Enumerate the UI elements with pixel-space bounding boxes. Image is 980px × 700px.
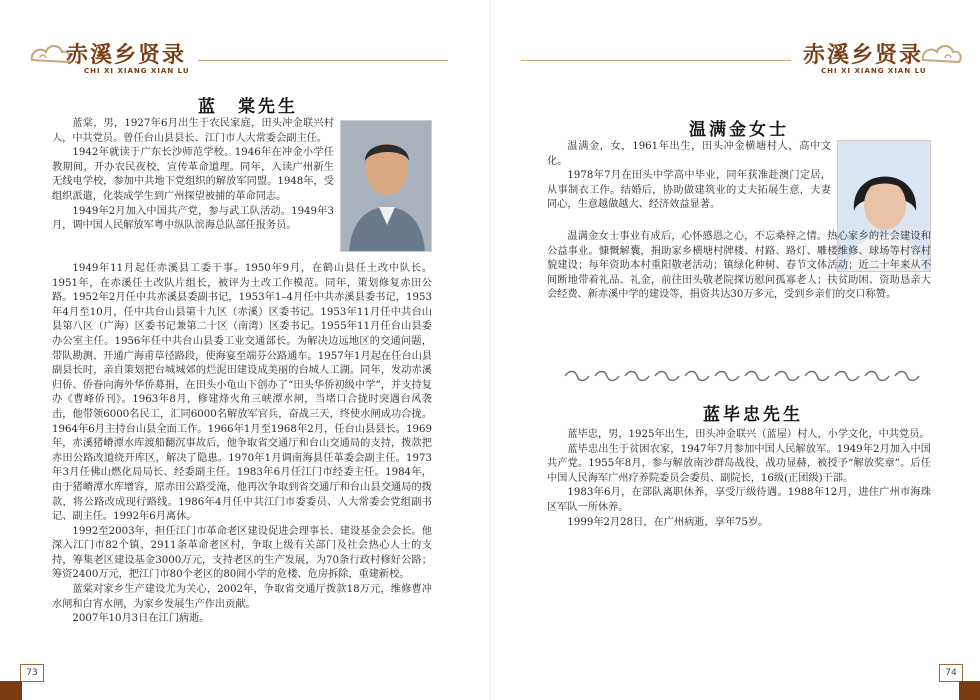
header-title: 赤溪乡贤录 xyxy=(66,42,187,68)
bio-paragraph: 1992至2003年，担任江门市革命老区建设促进会理事长、建设基金会会长。他深入江门市82个镇、2911条革命老区村，争取上级有关部门及社会热心人士的支持，筹集老区建设基金3000万元，支持老区的生产发展，为70条行政村修好公路；筹资2400万元，把江门市80个老区的80间小学的危楼、危房拆除，重建新校。 xyxy=(52,525,432,581)
cloud-ornament-icon xyxy=(919,40,963,68)
person-name: 蓝毕忠先生 xyxy=(703,405,803,425)
header-rule xyxy=(521,60,791,61)
left-header xyxy=(28,38,448,78)
bio-paragraph: 1983年6月，在部队离职休养，享受厅级待遇。1988年12月，进住广州市海珠区军队一所休养。 xyxy=(547,487,931,513)
right-header xyxy=(521,38,961,78)
bio-text-person1-bottom xyxy=(547,230,931,303)
bio-paragraph: 温满金，女，1961年出生，田头冲金横塘村人，高中文化。 xyxy=(547,141,831,167)
bio-text-person2 xyxy=(547,428,931,530)
bio-paragraph: 1942年就读于广东长沙师范学校。1946年在冲金小学任教期间，开办农民夜校，宣传革命道理。同年，入读广州新生无线电学校，参加中共地下党组织的解放军同盟。1948年，受组织派遣，化装成学生到广州探望被捕的革命同志。 xyxy=(52,147,334,202)
portrait-man-icon xyxy=(341,121,432,252)
right-page xyxy=(490,0,980,700)
bio-text-bottom xyxy=(52,262,432,627)
bio-paragraph: 1999年2月28日，在广州病逝，享年75岁。 xyxy=(567,516,769,528)
bio-paragraph: 2007年10月3日在江门病逝。 xyxy=(72,613,210,625)
portrait-photo xyxy=(340,120,432,252)
header-pinyin: CHI XI XIANG XIAN LU xyxy=(821,67,927,75)
bio-text-top xyxy=(52,117,334,234)
bio-paragraph: 1949年11月起任赤溪县工委干事。1950年9月，在鹤山县任土改中队长。1951年，在赤溪任土改队片组长，被评为土改工作模范。同年，策划修复赤田公路。1952年2月任中共赤溪县委副书记，1953年1–4月任中共赤溪县委书记，1953年4月至10月，任中共台山县第十九区（赤溪）区委书记。1953年11月任中共台山县第八区（广海）区委书记兼第二十区（南湾）区委书记。1955年11月任台山县委办公室主任。1956年任中共台山县委工业交通部长。为解决边远地区的交通问题，带队勘测、开通广海甫草径路段，使海宴至端芬公路通车。1957年1月起在任台山县副县长时，亲自策划把台城城郊的烂泥田建设成美丽的台城人工湖。同年，发动赤溪归侨、侨眷向海外华侨募捐，在田头小龟山下创办了“田头华侨初级中学”，并支持复办《曹峰侨刊》。1963年8月，修建烽火角三峡潭水闸，当堵口合拢时突遇台风袭击，他带领6000名民工，汇同6000名解放军官兵，奋战三天，终使水闸成功合拢。1964年6月主持台山县全面工作。1966年1月至1968年2月，任台山县县长。1969年，赤溪猪嵴潭水库渡船翻沉事故后，他争取省交通厅和台山交通局的支持，拨款把赤田公路改道绕开库区，解决了隐患。1970年1月调南海县任革委会副主任。1973年3月任佛山燃化局局长、经委副主任。1983年6月任江门市经委主任。1984年，由于猪嵴潭水库增容，原赤田公路受淹，他再次争取到省交通厅和台山县交通局的拨款，将公路改成现行路线。1986年4月任中共江门市委委员、人大常委会党组副书记、副主任。1992年6月离休。 xyxy=(52,263,432,523)
bio-paragraph: 蓝棠，男，1927年6月出生于农民家庭，田头冲金联兴村人，中共党员。曾任台山县县长、江门市人大常委会副主任。 xyxy=(52,118,334,144)
header-title: 赤溪乡贤录 xyxy=(803,42,924,68)
bio-paragraph: 蓝棠对家乡生产建设尤为关心，2002年，争取省交通厅拨款18万元，维修曹冲水闸和白宵水闸，为家乡发展生产作出贡献。 xyxy=(52,584,432,610)
person-name: 温满金女士 xyxy=(689,120,789,140)
header-pinyin: CHI XI XIANG XIAN LU xyxy=(84,67,190,75)
bio-paragraph: 蓝毕忠出生于贫困农家，1947年7月参加中国人民解放军。1949年2月加入中国共产党。1955年8月，参与解放南沙群岛战役，战功显赫，被授予“解放奖章”。后任中国人民海军广州疗养院委员会委员、副院长，16级(正团级)干部。 xyxy=(547,443,931,484)
bio-paragraph: 1978年7月在田头中学高中毕业，同年获准赴澳门定居，从事制衣工作。结婚后，协助做建筑业的丈夫拓展生意，夫妻同心，生意越做越大、经济效益显著。 xyxy=(547,170,831,211)
bio-paragraph: 蓝毕忠，男，1925年出生，田头冲金联兴（蓝屋）村人，小学文化，中共党员。 xyxy=(567,429,930,440)
decorative-divider xyxy=(561,370,941,382)
page-number: 73 xyxy=(20,664,44,682)
corner-block xyxy=(959,681,980,700)
header-rule xyxy=(198,60,448,61)
page-number: 74 xyxy=(939,664,963,682)
person-name: 蓝 棠先生 xyxy=(198,97,298,117)
bio-paragraph: 1949年2月加入中国共产党，参与武工队活动。1949年3月，调中国人民解放军粤中纵队滨海总队部任报务员。 xyxy=(52,205,334,232)
bio-paragraph: 温满金女士事业有成后，心怀感恩之心，不忘桑梓之情。热心家乡的社会建设和公益事业。慷慨解囊，捐助家乡横塘村牌楼、村路、路灯、雕楼维修、球场等村容村貌建设；每年资助本村重阳敬老活动；镇绿化种树、春节文体活动；近二十年来从不间断地带着礼品、礼金，前往田头敬老院探访慰问孤寡老人；扶贫助困、资助恳亲大会经费、新赤溪中学的建设等，捐资共达30万多元，受到乡亲们的交口称赞。 xyxy=(547,231,931,301)
bio-text-person1-top xyxy=(547,140,831,213)
corner-block xyxy=(0,681,22,700)
